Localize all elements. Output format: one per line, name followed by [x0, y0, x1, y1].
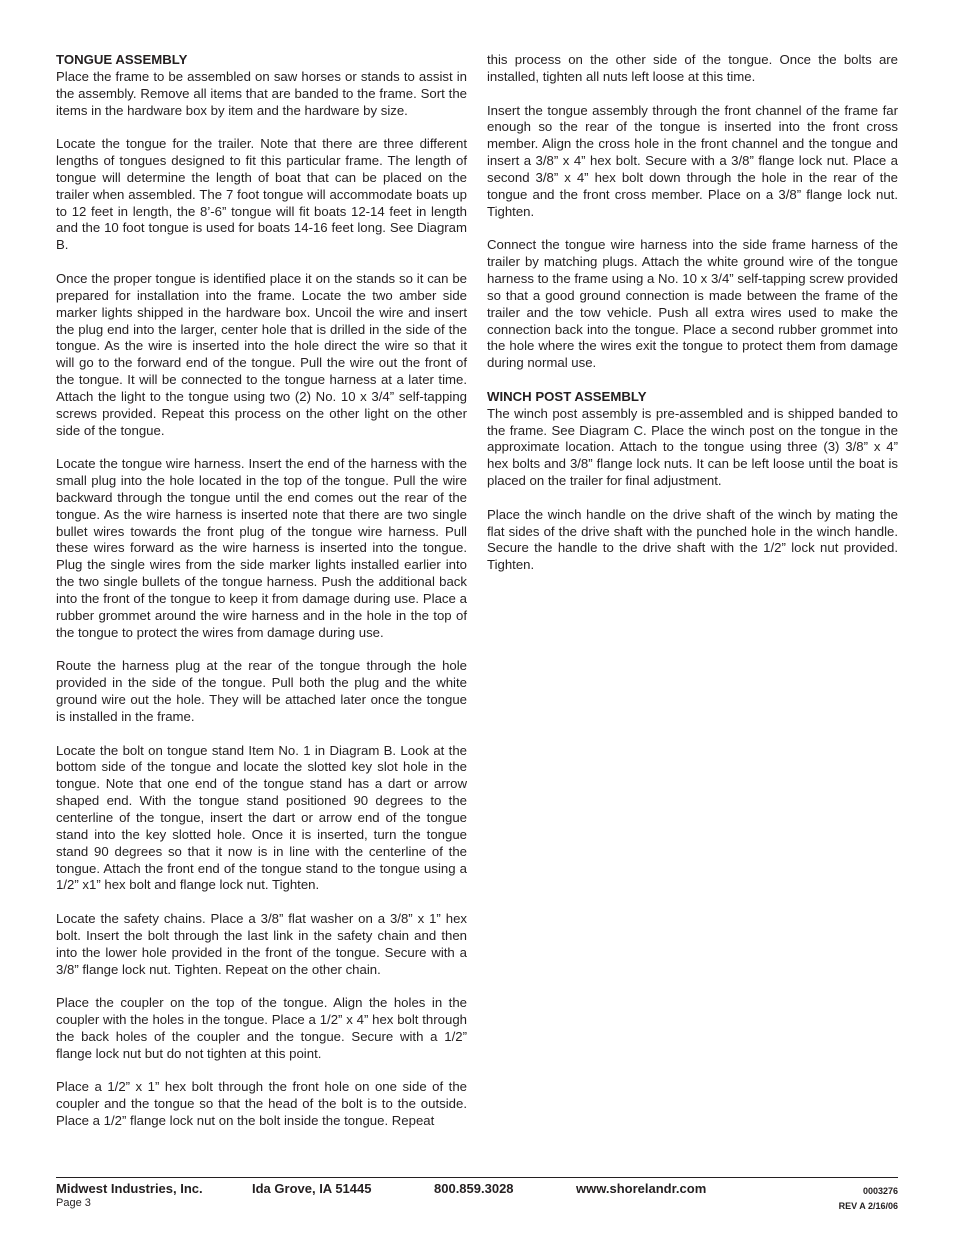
paragraph: Place the winch handle on the drive shaft of the winch by mating the flat sides of the drive shaft with the punched hole in the winch handle. Secure the handle to the drive shaft with the 1/2” lock nut provided. Tighten. — [487, 506, 898, 573]
paragraph: Locate the tongue wire harness. Insert the end of the harness with the small plug into the hole located in the top of the tongue. Pull the wire backward through the tongue until the end comes out the rear of the tongue. As the wire harness is inserted note that there are two single bullet wires towards the front plug of the tongue wire harness. Pull these wires forward as the wire harness is inserted into the tongue. Plug the single wires from the side marker lights installed earlier into the two single bullets of the tongue harness. Push the additional back into the front of the tongue to keep it from damage during use. Place a rubber grommet around the wire harness and in the hole in the top of the tongue to protect the wires from damage during use. — [56, 456, 467, 640]
tongue-assembly-heading: TONGUE ASSEMBLY — [56, 52, 188, 67]
footer-divider — [56, 1177, 898, 1178]
paragraph: Once the proper tongue is identified place it on the stands so it can be prepared for installation into the frame. Locate the two amber side marker lights shipped in the hardware box. Uncoil the wire and insert the plug end into the larger, center hole that is drilled in the side of the tongue. As the wire is inserted into the hole direct the wire so that it will go to the forward end of the tongue. Pull the wire out the front of the tongue. It will be connected to the tongue harness at a later time. Attach the light to the tongue using two (2) No. 10 x 3/4” self-tapping screws provided. Repeat this process on the other light on the other side of the tongue. — [56, 270, 467, 438]
paragraph: Locate the safety chains. Place a 3/8” flat washer on a 3/8” x 1” hex bolt. Insert the bolt through the last link in the safety chain and then into the lower hole provided in the front of the tongue. Secure with a 3/8” flange lock nut. Tighten. Repeat on the other chain. — [56, 911, 467, 977]
paragraph: Place the coupler on the top of the tongue. Align the holes in the coupler with the holes in the tongue. Place a 1/2” x 4” hex bolt through the back holes of the coupler and the tongue. Secure with a 1/2” flange lock nut but do not tighten at this point. — [56, 995, 467, 1061]
paragraph: Locate the tongue for the trailer. Note that there are three different lengths of tongues designed to fit this particular frame. The length of tongue will determine the length of boat that can be placed on the trailer when assembled. The 7 foot tongue will accommodate boats up to 12 feet in length, the 8’-6” tongue will fit boats 12-14 feet in length and the 10 foot tongue is used for boats 14-16 feet long. See Diagram B. — [56, 136, 467, 253]
footer-city: Ida Grove, IA 51445 — [252, 1181, 372, 1196]
paragraph: Connect the tongue wire harness into the side frame harness of the trailer by matching plugs. Attach the white ground wire of the tongue harness to the frame using a No. 10 x 3/4” self-tapping screw provided so that a good ground connection is made between the frame of the trailer and the tow vehicle. Push all extra wires used to make the connection back into the tongue. Place a second rubber grommet into the hole where the wires exit the tongue to protect them from damage during normal use. — [487, 237, 898, 371]
paragraph: Insert the tongue assembly through the front channel of the frame far enough so the rear of the tongue is inserted into the front cross member. Align the cross hole in the front channel and the tongue and insert a 3/8” x 4” hex bolt. Secure with a 3/8” flange lock nut. Place a second 3/8” x 4” hex bolt down through the hole in the rear of the tongue and the front cross member. Place on a 3/8” flange lock nut. Tighten. — [487, 102, 898, 219]
paragraph: Route the harness plug at the rear of the tongue through the hole provided in the side of the tongue. Pull both the plug and the white ground wire out the hole. They will be attached later once the tongue is installed in the frame. — [56, 658, 467, 724]
left-column — [56, 52, 467, 1147]
paragraph: Locate the bolt on tongue stand Item No. 1 in Diagram B. Look at the bottom side of the tongue and locate the slotted key slot hole in the tongue. Note that one end of the tongue stand has a dart or arrow shaped end. With the tongue stand positioned 90 degrees to the centerline of the tongue, insert the dart or arrow end of the tongue stand into the key slotted hole. Once it is inserted, turn the tongue stand 90 degrees so that it now is in line with the centerline of the tongue. Attach the front end of the tongue stand to the tongue using a 1/2” x1” hex bolt and flange lock nut. Tighten. — [56, 742, 467, 893]
paragraph: Place a 1/2” x 1” hex bolt through the front hole on one side of the coupler and the tongue so that the head of the bolt is to the outside. Place a 1/2” flange lock nut on the bolt inside the tongue. Repeat — [56, 1079, 467, 1129]
revision-label: REV A 2/16/06 — [838, 1201, 898, 1211]
paragraph: Place the frame to be assembled on saw horses or stands to assist in the assembly. Remove all items that are banded to the frame. Sort the items in the hardware box by item and the hardware by size. — [56, 68, 467, 118]
page-number: Page 3 — [56, 1197, 91, 1209]
document-number: 0003276 — [862, 1186, 898, 1196]
footer-company: Midwest Industries, Inc. — [56, 1181, 203, 1196]
paragraph: The winch post assembly is pre-assembled and is shipped banded to the frame. See Diagram C. Place the winch post on the tongue in the approximate location. Attach to the tongue using three (3) 3/8” x 4” hex bolts and 3/8” flange lock nuts. It can be left loose until the boat is placed on the trailer for final adjustment. — [487, 405, 898, 489]
winch-post-assembly-heading: WINCH POST ASSEMBLY — [487, 388, 647, 404]
paragraph: this process on the other side of the tongue. Once the bolts are installed, tighten all nuts left loose at this time. — [487, 52, 898, 84]
footer-website: www.shorelandr.com — [576, 1181, 707, 1196]
right-column — [487, 52, 898, 591]
footer-phone: 800.859.3028 — [434, 1181, 514, 1196]
